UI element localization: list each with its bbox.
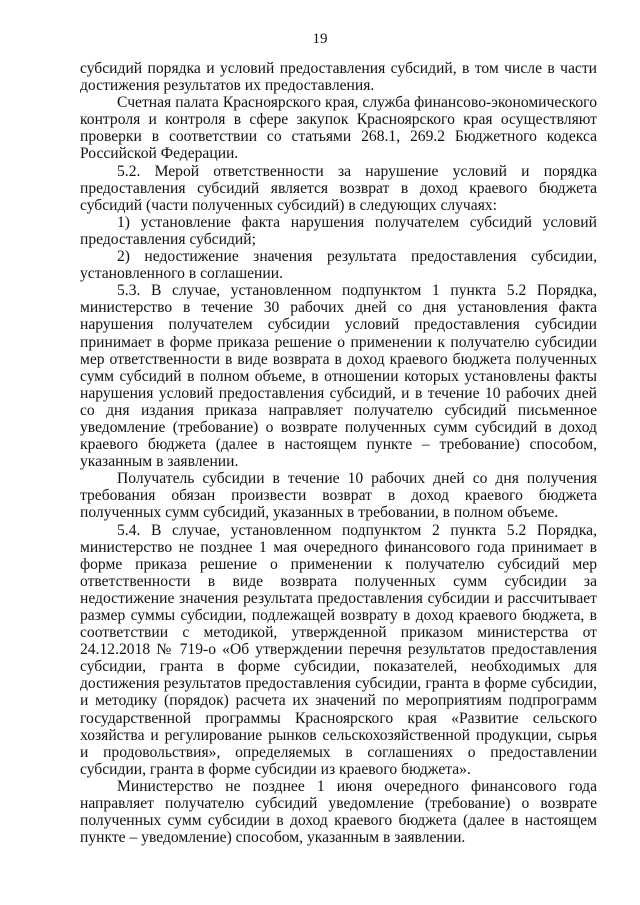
document-body bbox=[80, 60, 597, 846]
paragraph-ministry-notice: Министерство не позднее 1 июня очередного финансового года направляет получателю субсидий уведомление (требование) о возврате полученных сумм субсидии в доход краевого бюджета (далее в настоящем пункте – уведомление) способом, указанным в заявлении. bbox=[80, 777, 597, 847]
list-item-2: 2) недостижение значения результата предоставления субсидии, установленного в соглашении. bbox=[80, 248, 597, 283]
list-item-1: 1) установление факта нарушения получателем субсидий условий предоставления субсидий; bbox=[80, 213, 597, 248]
paragraph-5-4: 5.4. В случае, установленном подпунктом 2 пункта 5.2 Порядка, министерство не позднее 1 мая очередного финансового года принимает в форме приказа решение о применении к получателю субсидий мер ответственности в виде возврата полученных сумм субсидии за недостижение значения результата предоставления субсидии и рассчитывает размер суммы субсидии, подлежащей возврату в доход краевого бюджета, в соответствии с методикой, утвержденной приказом министерства от 24.12.2018 № 719-о «Об утверждении перечня результатов предоставления субсидии, гранта в форме субсидии, показателей, необходимых для достижения результатов предоставления субсидии, гранта в форме субсидии, и методику (порядок) расчета их значений по мероприятиям подпрограмм государственной программы Красноярского края «Развитие сельского хозяйства и регулирование рынков сельскохозяйственной продукции, сырья и продовольствия», определяемых в соглашениях о предоставлении субсидии, гранта в форме субсидии из краевого бюджета». bbox=[80, 521, 597, 778]
paragraph-refund-obligation: Получатель субсидии в течение 10 рабочих дней со дня получения требования обязан произвести возврат в доход краевого бюджета полученных сумм субсидий, указанных в требовании, в полном объеме. bbox=[80, 470, 597, 522]
paragraph-5-2: 5.2. Мерой ответственности за нарушение условий и порядка предоставления субсидий является возврат в доход краевого бюджета субсидий (части полученных субсидий) в следующих случаях: bbox=[80, 162, 597, 214]
paragraph-5-3: 5.3. В случае, установленном подпунктом 1 пункта 5.2 Порядка, министерство в течение 30 рабочих дней со дня установления факта нарушения получателем субсидии условий предоставления субсидии принимает в форме приказа решение о применении к получателю субсидии мер ответственности в виде возврата в доход краевого бюджета полученных сумм субсидий в полном объеме, в отношении которых установлены факты нарушения условий предоставления субсидий, и в течение 10 рабочих дней со дня издания приказа направляет получателю субсидий письменное уведомление (требование) о возврате полученных сумм субсидий в доход краевого бюджета (далее в настоящем пункте – требование) способом, указанным в заявлении. bbox=[80, 282, 597, 471]
page-number: 19 bbox=[312, 31, 328, 47]
paragraph-audit-bodies: Счетная палата Красноярского края, служба финансово-экономического контроля и контроля в сфере закупок Красноярского края осуществляют проверки в соответствии со статьями 268.1, 269.2 Бюджетного кодекса Российской Федерации. bbox=[80, 94, 597, 163]
paragraph-continuation: субсидий порядка и условий предоставления субсидий, в том числе в части достижения результатов их предоставления. bbox=[80, 60, 597, 95]
